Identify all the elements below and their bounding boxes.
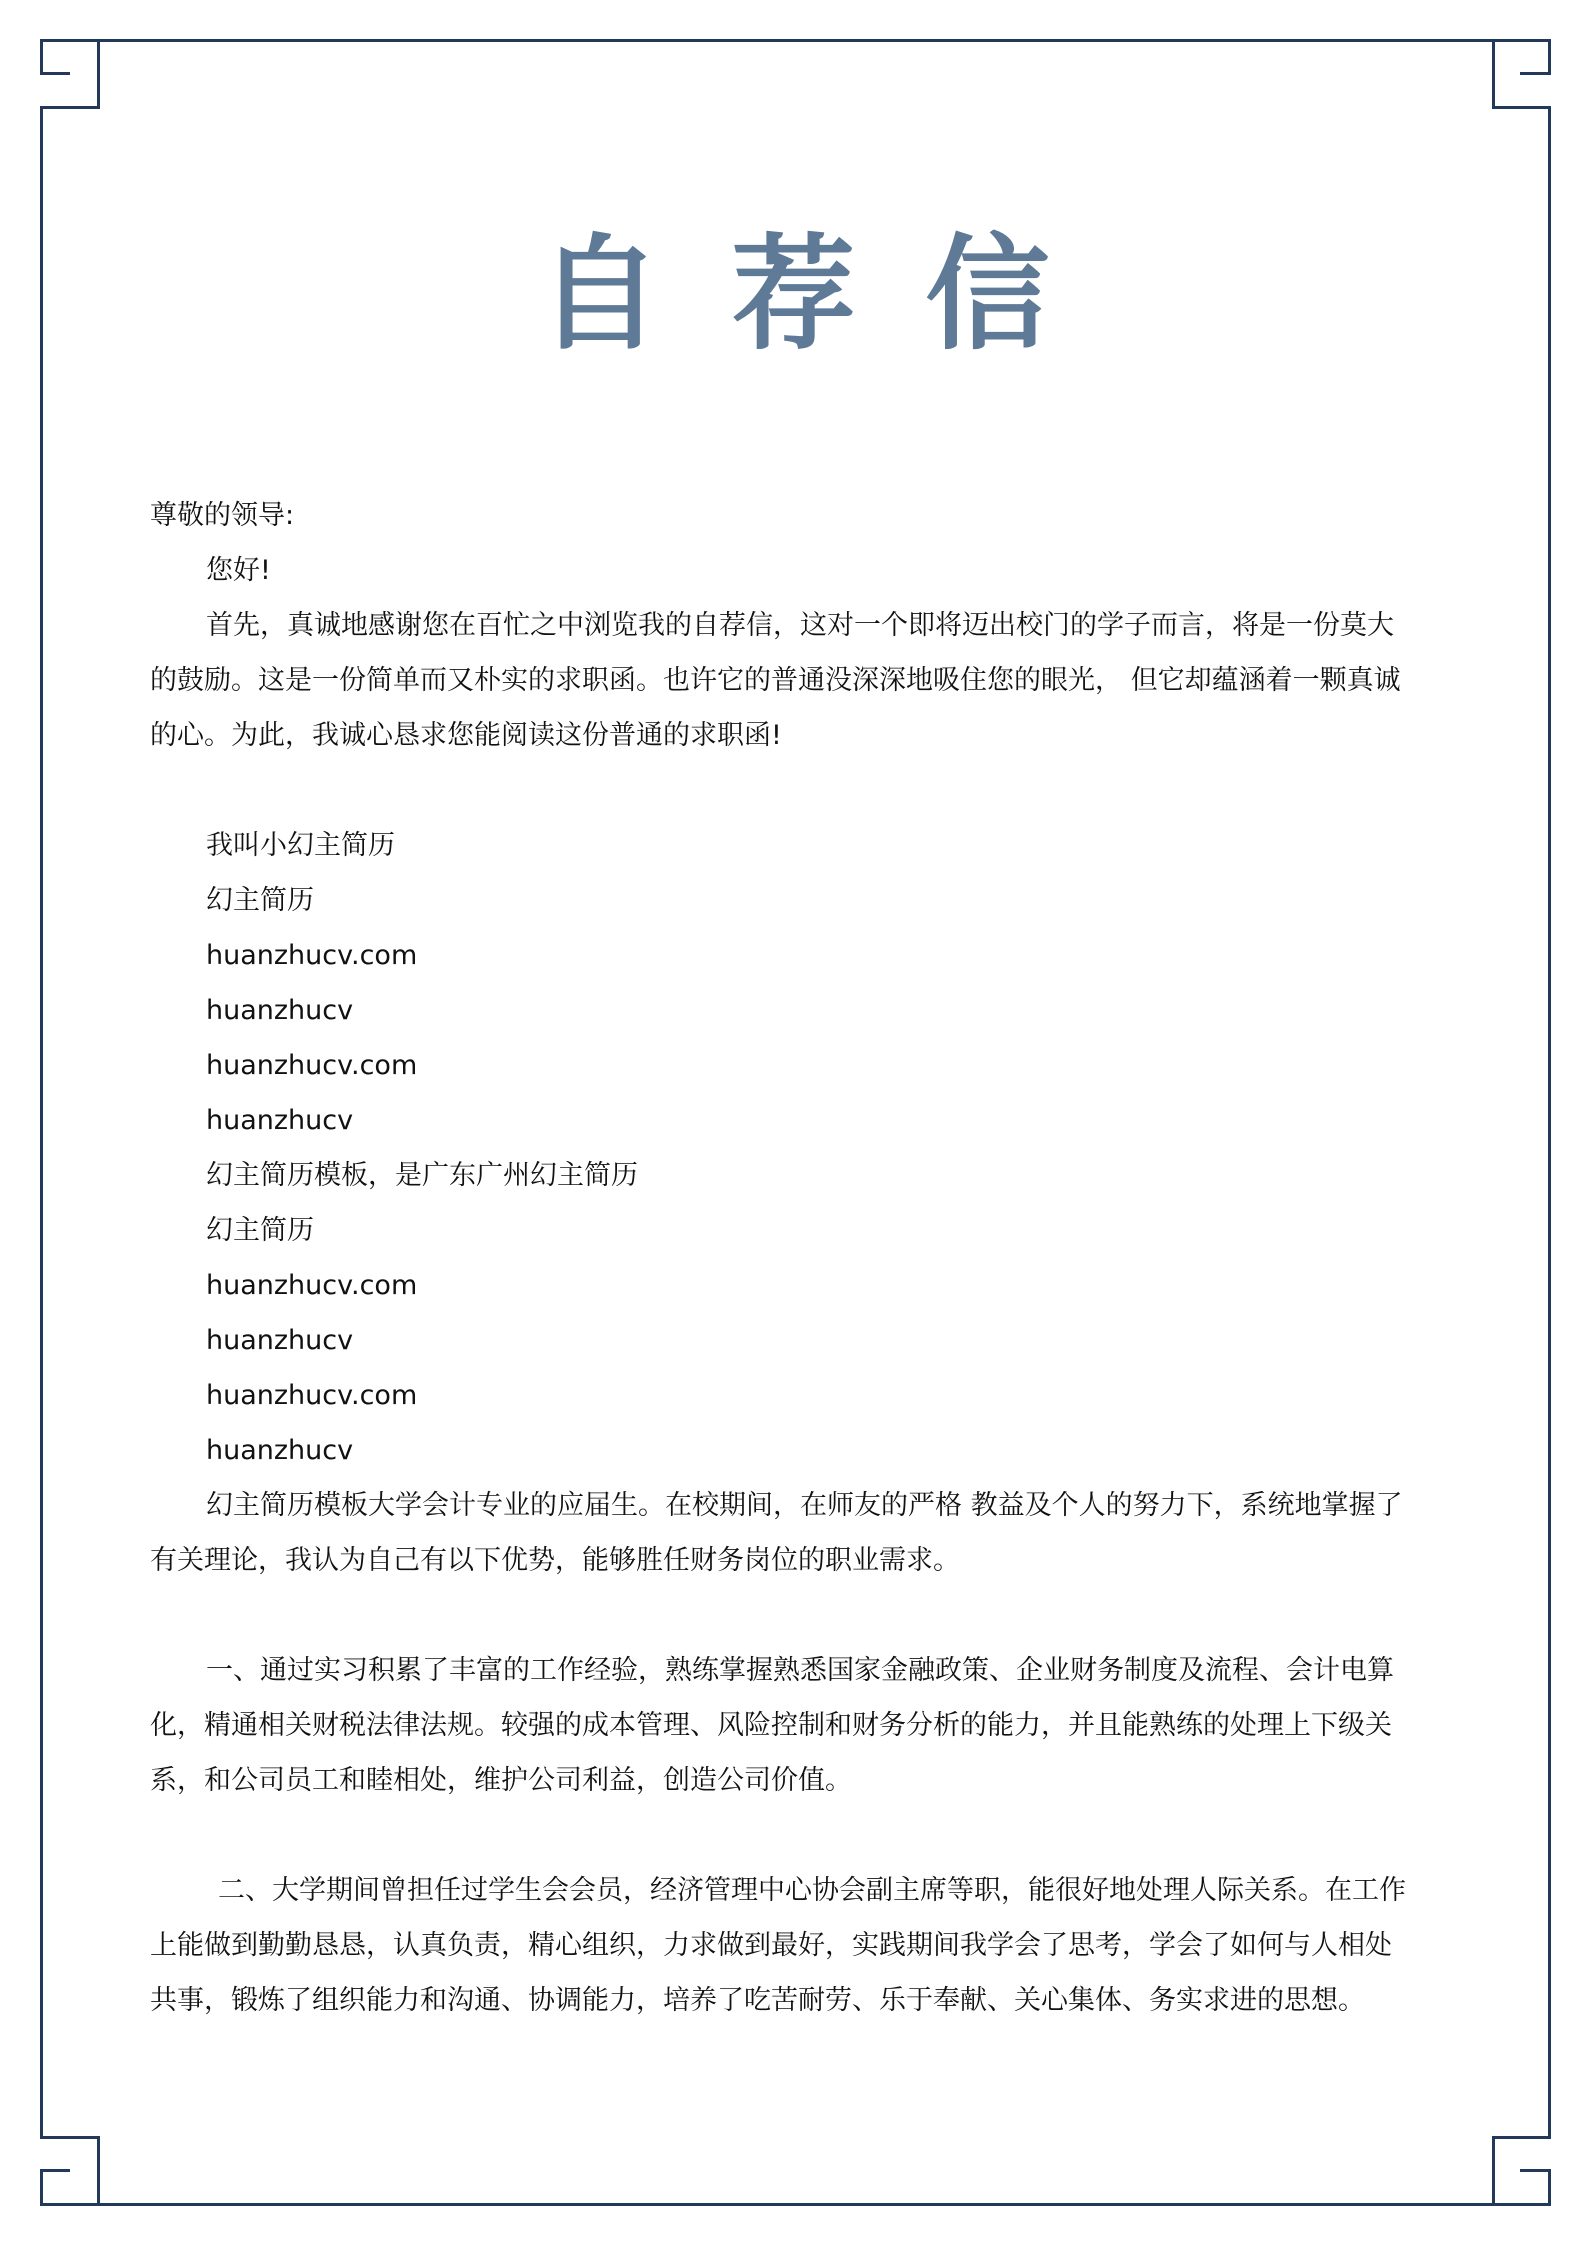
point-one-line: 系，和公司员工和睦相处，维护公司利益，创造公司价值。 [150, 1765, 852, 1796]
paragraph-gap [150, 1588, 1450, 1643]
document-title: 自荐信 [537, 223, 1120, 367]
info-line: huanzhucv [206, 995, 354, 1026]
intro-paragraph [150, 598, 1450, 763]
info-line: huanzhucv [206, 1435, 354, 1466]
point-two-line: 共事，锻炼了组织能力和沟通、协调能力，培养了吃苦耐劳、乐于奉献、关心集体、务实求进的思想。 [150, 1985, 1365, 2016]
info-line: huanzhucv.com [206, 1270, 418, 1301]
info-line: huanzhucv [206, 1325, 354, 1356]
background-paragraph [150, 1478, 1450, 1588]
frame-left-line [40, 107, 43, 2139]
intro-line: 的心。为此，我诚心恳求您能阅读这份普通的求职函! [150, 720, 782, 751]
letter-body [150, 488, 1450, 2028]
info-line: huanzhucv.com [206, 1380, 418, 1411]
info-line: 幻主简历 [206, 1215, 314, 1246]
salutation: 尊敬的领导: [150, 500, 295, 531]
info-line: 我叫小幻主简历 [206, 830, 395, 861]
info-line: 幻主简历 [206, 885, 314, 916]
paragraph-gap [150, 763, 1450, 818]
point-two-paragraph [150, 1863, 1450, 2028]
greeting: 您好! [206, 555, 271, 586]
frame-bottom-line [98, 2203, 1493, 2206]
point-one-line: 化，精通相关财税法律法规。较强的成本管理、风险控制和财务分析的能力，并且能熟练的处理上下级关 [150, 1710, 1392, 1741]
frame-top-line [98, 39, 1493, 42]
intro-line: 首先，真诚地感谢您在百忙之中浏览我的自荐信，这对一个即将迈出校门的学子而言，将是一份莫大 [206, 610, 1394, 641]
info-line: huanzhucv.com [206, 940, 418, 971]
point-one-paragraph [150, 1643, 1450, 1808]
point-two-line: 上能做到勤勤恳恳，认真负责，精心组织，力求做到最好，实践期间我学会了思考，学会了如何与人相处 [150, 1930, 1392, 1961]
point-one-line: 一、通过实习积累了丰富的工作经验，熟练掌握熟悉国家金融政策、企业财务制度及流程、会计电算 [206, 1655, 1394, 1686]
background-line: 有关理论，我认为自己有以下优势，能够胜任财务岗位的职业需求。 [150, 1545, 960, 1576]
background-line: 幻主简历模板大学会计专业的应届生。在校期间，在师友的严格 教益及个人的努力下，系统地掌握了 [206, 1490, 1403, 1521]
frame-right-line [1548, 107, 1551, 2139]
info-line: huanzhucv.com [206, 1050, 418, 1081]
info-line: huanzhucv [206, 1105, 354, 1136]
info-line: 幻主简历模板，是广东广州幻主简历 [206, 1160, 638, 1191]
point-two-line: 二、大学期间曾担任过学生会会员，经济管理中心协会副主席等职，能很好地处理人际关系。在工作 [218, 1875, 1406, 1906]
info-list [150, 818, 1450, 1478]
paragraph-gap [150, 1808, 1450, 1863]
intro-line: 的鼓励。这是一份简单而又朴实的求职函。也许它的普通没深深地吸住您的眼光， 但它却蕴涵着一颗真诚 [150, 665, 1401, 696]
